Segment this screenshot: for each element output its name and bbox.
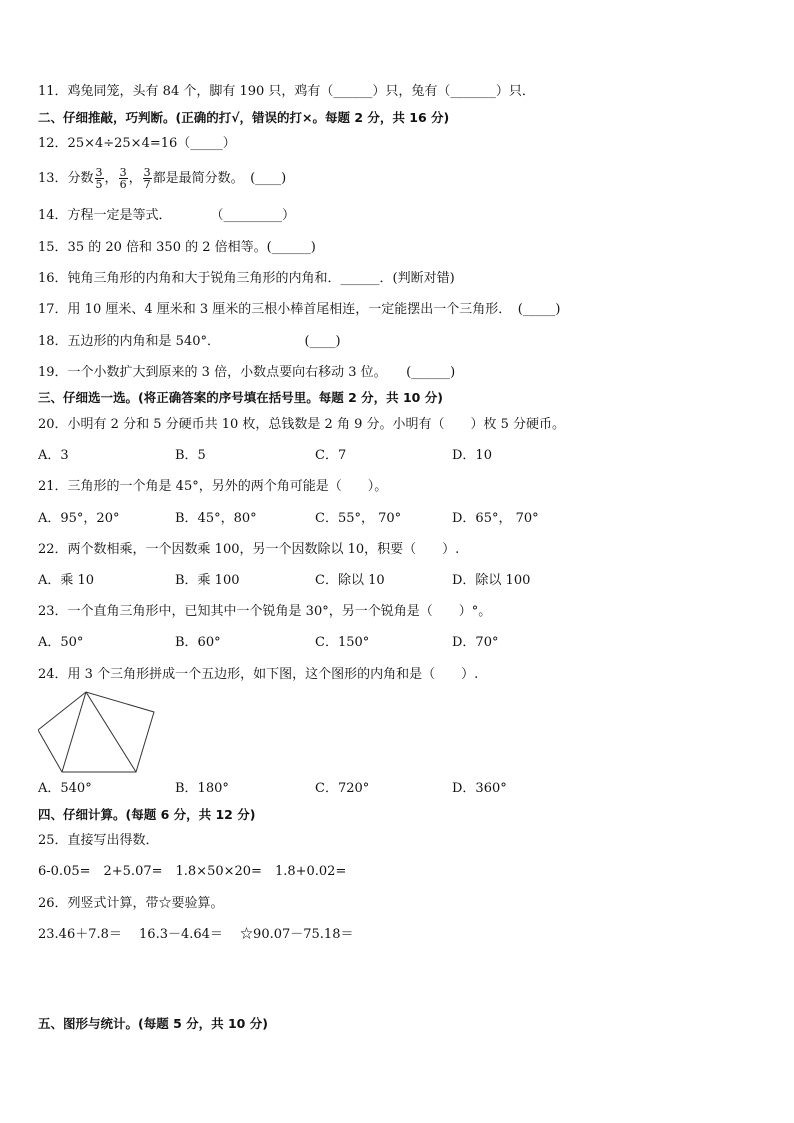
section-2-heading: 二、仔细推敲，巧判断。(正确的打√，错误的打×。每题 2 分，共 16 分) (38, 110, 450, 125)
diagonal-line (62, 692, 86, 772)
question-19: 19．一个小数扩大到原来的 3 倍，小数点要向右移动 3 位。 (______) (38, 365, 456, 380)
q20-option-a: A．3 (38, 448, 69, 463)
q21-option-d: D．65°， 70° (452, 511, 539, 526)
question-25: 25．直接写出得数． (38, 833, 159, 848)
q23-option-a: A．50° (38, 635, 84, 650)
question-21: 21．三角形的一个角是 45°，另外的两个角可能是（ ）。 (38, 479, 388, 494)
question-26: 26．列竖式计算，带☆要验算。 (38, 896, 224, 911)
fraction-denominator: 7 (143, 178, 151, 191)
q22-option-a: A．乘 10 (38, 573, 95, 588)
question-13 (38, 166, 286, 192)
q21-option-b: B．45°，80° (175, 511, 257, 526)
q23-option-c: C．150° (315, 635, 370, 650)
question-13-suffix: 都是最简分数。 (____) (152, 171, 287, 186)
fraction-numerator: 3 (95, 166, 103, 179)
question-22: 22．两个数相乘，一个因数乘 100，另一个因数除以 10，积要（ ）. (38, 542, 460, 557)
section-3-heading: 三、仔细选一选。(将正确答案的序号填在括号里。每题 2 分，共 10 分) (38, 390, 443, 405)
q21-option-c: C．55°， 70° (315, 511, 402, 526)
question-25-expressions: 6-0.05= 2+5.07= 1.8×50×20= 1.8+0.02= (38, 864, 347, 879)
question-14: 14．方程一定是等式． （_________） (38, 208, 296, 223)
question-13-sep: ， (104, 171, 118, 186)
q24-option-c: C．720° (315, 781, 370, 796)
fraction-denominator: 6 (119, 178, 127, 191)
fraction-numerator: 3 (119, 166, 127, 179)
q20-option-b: B．5 (175, 448, 206, 463)
question-26-expressions: 23.46＋7.8＝ 16.3－4.64＝ ☆90.07－75.18＝ (38, 927, 354, 942)
question-24: 24．用 3 个三角形拼成一个五边形，如下图，这个图形的内角和是（ ）. (38, 667, 479, 682)
q24-option-b: B．180° (175, 781, 229, 796)
section-5-heading: 五、图形与统计。(每题 5 分，共 10 分) (38, 1016, 268, 1031)
question-18: 18．五边形的内角和是 540°． (____) (38, 334, 341, 349)
pentagon-figure (38, 690, 162, 774)
fraction-3-7 (143, 167, 152, 190)
fraction-3-5 (95, 167, 104, 190)
section-4-heading: 四、仔细计算。(每题 6 分，共 12 分) (38, 807, 256, 822)
fraction-denominator: 5 (95, 178, 103, 191)
q23-option-d: D．70° (452, 635, 499, 650)
q20-option-d: D．10 (452, 448, 492, 463)
q22-option-d: D．除以 100 (452, 573, 531, 588)
question-15: 15．35 的 20 倍和 350 的 2 倍相等。(______) (38, 240, 316, 255)
q24-option-d: D．360° (452, 781, 507, 796)
question-20: 20．小明有 2 分和 5 分硬币共 10 枚，总钱数是 2 角 9 分。小明有（ ）枚 5 分硬币。 (38, 417, 566, 432)
question-11: 11．鸡兔同笼，头有 84 个，脚有 190 只，鸡有（______）只，兔有（_______）只． (38, 84, 535, 99)
question-13-sep: ， (128, 171, 142, 186)
question-12: 12．25×4÷25×4=16（_____） (38, 136, 236, 151)
fraction-numerator: 3 (143, 166, 151, 179)
q20-option-c: C．7 (315, 448, 347, 463)
q22-option-b: B．乘 100 (175, 573, 240, 588)
question-23: 23．一个直角三角形中，已知其中一个锐角是 30°，另一个锐角是（ ）°。 (38, 604, 492, 619)
question-17: 17．用 10 厘米、4 厘米和 3 厘米的三根小棒首尾相连，一定能摆出一个三角形． (_____) (38, 302, 561, 317)
q21-option-a: A．95°，20° (38, 511, 120, 526)
question-13-prefix: 13．分数 (38, 171, 94, 186)
q22-option-c: C．除以 10 (315, 573, 385, 588)
q23-option-b: B．60° (175, 635, 221, 650)
q24-option-a: A．540° (38, 781, 92, 796)
question-16: 16．钝角三角形的内角和大于锐角三角形的内角和．______．(判断对错) (38, 271, 455, 286)
pentagon-outline (38, 692, 154, 772)
fraction-3-6 (119, 167, 128, 190)
